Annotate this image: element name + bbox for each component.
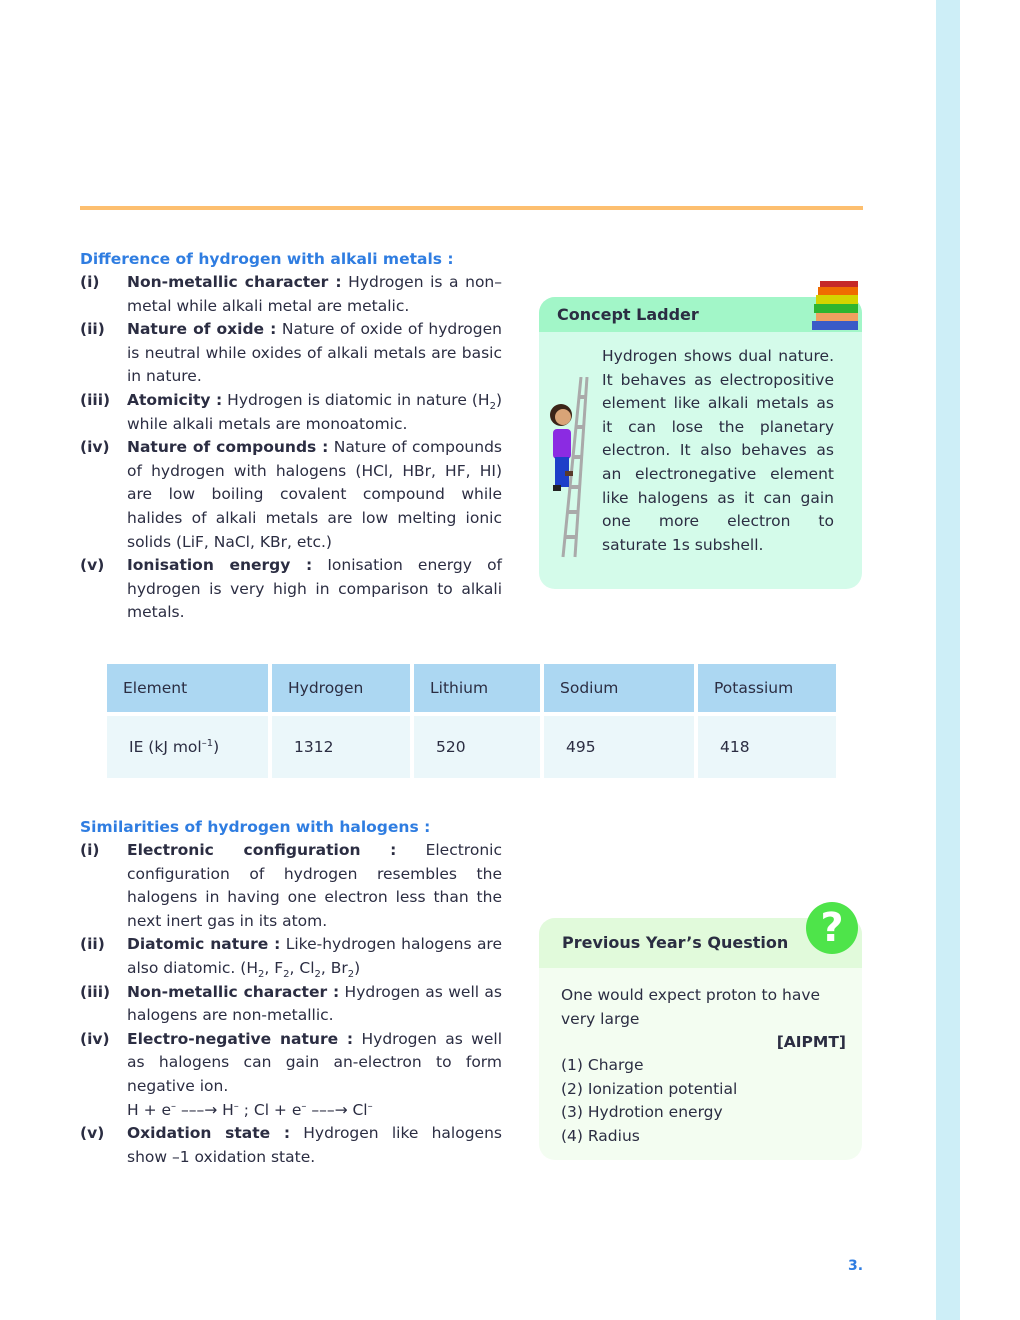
table-cell: 495: [544, 716, 694, 778]
column-header: Sodium: [544, 664, 694, 712]
item-text: Hydrogen is a non–metal while alkali metal are metalic.: [127, 273, 503, 315]
concept-ladder-title: Concept Ladder: [539, 297, 862, 332]
item-number: (iv): [80, 438, 110, 457]
concept-ladder-text: Hydrogen shows dual nature. It behaves as electropositive element like alkali metals as it can lose the planetary electron. It also behaves as an electronegative element like halogens as it can gain one more electron to saturate 1s subshell.: [602, 347, 834, 554]
concept-ladder-box: [539, 297, 862, 589]
item-heading: Diatomic nature :: [127, 935, 281, 954]
item-number: (iv): [80, 1029, 110, 1048]
item-number: (v): [80, 1124, 105, 1143]
item-number: (ii): [80, 320, 105, 339]
difference-section: [80, 248, 502, 625]
list-item: [80, 1122, 502, 1169]
item-heading: Electronic configuration :: [127, 841, 397, 859]
item-text: ) while alkali metals are monoatomic.: [127, 390, 502, 433]
section-heading: Similarities of hydrogen with halogens :: [80, 818, 431, 836]
item-number: (iii): [80, 982, 111, 1001]
previous-year-question-box: [539, 905, 862, 1160]
subscript: 2: [489, 401, 496, 413]
item-heading: Non-metallic character :: [127, 982, 340, 1001]
list-item: [80, 389, 502, 436]
item-text: Nature of compounds of hydrogen with halogens (HCl, HBr, HF, HI) are low boiling covalent compound while halides of alkali metals are low melting ionic solids (LiF, NaCl, KBr, etc.): [127, 438, 502, 551]
item-number: (v): [80, 556, 105, 575]
divider-rule: [80, 206, 863, 210]
books-icon: [812, 281, 858, 331]
pyq-title: Previous Year’s Question: [539, 918, 862, 968]
pyq-option: (2) Ionization potential: [561, 1079, 738, 1098]
pyq-question: One would expect proton to have very large: [561, 986, 821, 1028]
list-item: [80, 981, 502, 1028]
table-cell: 1312: [272, 716, 410, 778]
item-text: Hydrogen as well as halogens are non-metallic.: [127, 982, 503, 1025]
list-item: [80, 271, 502, 318]
pyq-option: (1) Charge: [561, 1056, 644, 1075]
equation: H + e– –––→ H– ; Cl + e– –––→ Cl–: [127, 1100, 373, 1119]
item-text: Hydrogen is diatomic in nature (H: [222, 390, 490, 409]
item-text: Electronic configuration of hydrogen resembles the halogens in having one electron less than the next inert gas in its atom.: [127, 841, 502, 930]
item-heading: Atomicity :: [127, 390, 223, 409]
item-number: (i): [80, 841, 100, 859]
table-cell: 520: [414, 716, 540, 778]
item-text: Ionisation energy of hydrogen is very high in comparison to alkali metals.: [127, 556, 503, 622]
table-cell: 418: [698, 716, 836, 778]
column-header: Potassium: [698, 664, 836, 712]
item-heading: Electro-negative nature :: [127, 1029, 354, 1048]
column-header: Element: [107, 664, 268, 712]
pyq-body: [539, 968, 862, 1149]
table-header-row: [107, 664, 836, 712]
pyq-option: (4) Radius: [561, 1126, 640, 1145]
list-item: [80, 436, 502, 554]
girl-climbing-ladder-icon: [547, 377, 589, 559]
item-heading: Oxidation state :: [127, 1124, 291, 1143]
list-item: (ii) Diatomic nature : Like-hydrogen halogens are also diatomic. ($H_2$, $F_2$, $Cl_2$, $Br_2$): [80, 935, 503, 981]
item-text: Hydrogen like halogens show –1 oxidation state.: [127, 1124, 502, 1166]
item-number: (iii): [80, 390, 111, 409]
list-item: [80, 318, 502, 389]
question-mark-icon: ?: [806, 902, 858, 954]
item-heading: Ionisation energy :: [127, 556, 313, 575]
item-text: Like-hydrogen halogens are also diatomic. (H: [127, 935, 503, 977]
list-item: [80, 554, 502, 625]
page-edge-stripe: [936, 0, 960, 1320]
item-text: Hydrogen as well as halogens can gain an-electron to form negative ion.: [127, 1029, 503, 1095]
item-number: (ii): [80, 935, 105, 954]
item-text: Nature of oxide of hydrogen is neutral while oxides of alkali metals are basic in nature.: [127, 320, 502, 386]
column-header: Hydrogen: [272, 664, 410, 712]
list-item: [80, 839, 502, 933]
item-heading: Nature of oxide :: [127, 320, 277, 339]
page-number: 3.: [848, 1258, 864, 1274]
exam-tag: [AIPMT]: [776, 1032, 846, 1051]
pyq-option: (3) Hydrotion energy: [561, 1103, 723, 1122]
column-header: Lithium: [414, 664, 540, 712]
item-heading: Non-metallic character :: [127, 273, 342, 291]
ionisation-energy-table: [103, 664, 840, 778]
table-row: [107, 716, 836, 778]
similarities-section: [80, 816, 502, 1169]
item-heading: Nature of compounds :: [127, 438, 329, 457]
list-item: [80, 1028, 502, 1122]
item-number: (i): [80, 273, 100, 291]
row-label: IE (kJ mol$^{-1}$): [107, 716, 268, 778]
section-heading: Difference of hydrogen with alkali metals :: [80, 250, 454, 268]
